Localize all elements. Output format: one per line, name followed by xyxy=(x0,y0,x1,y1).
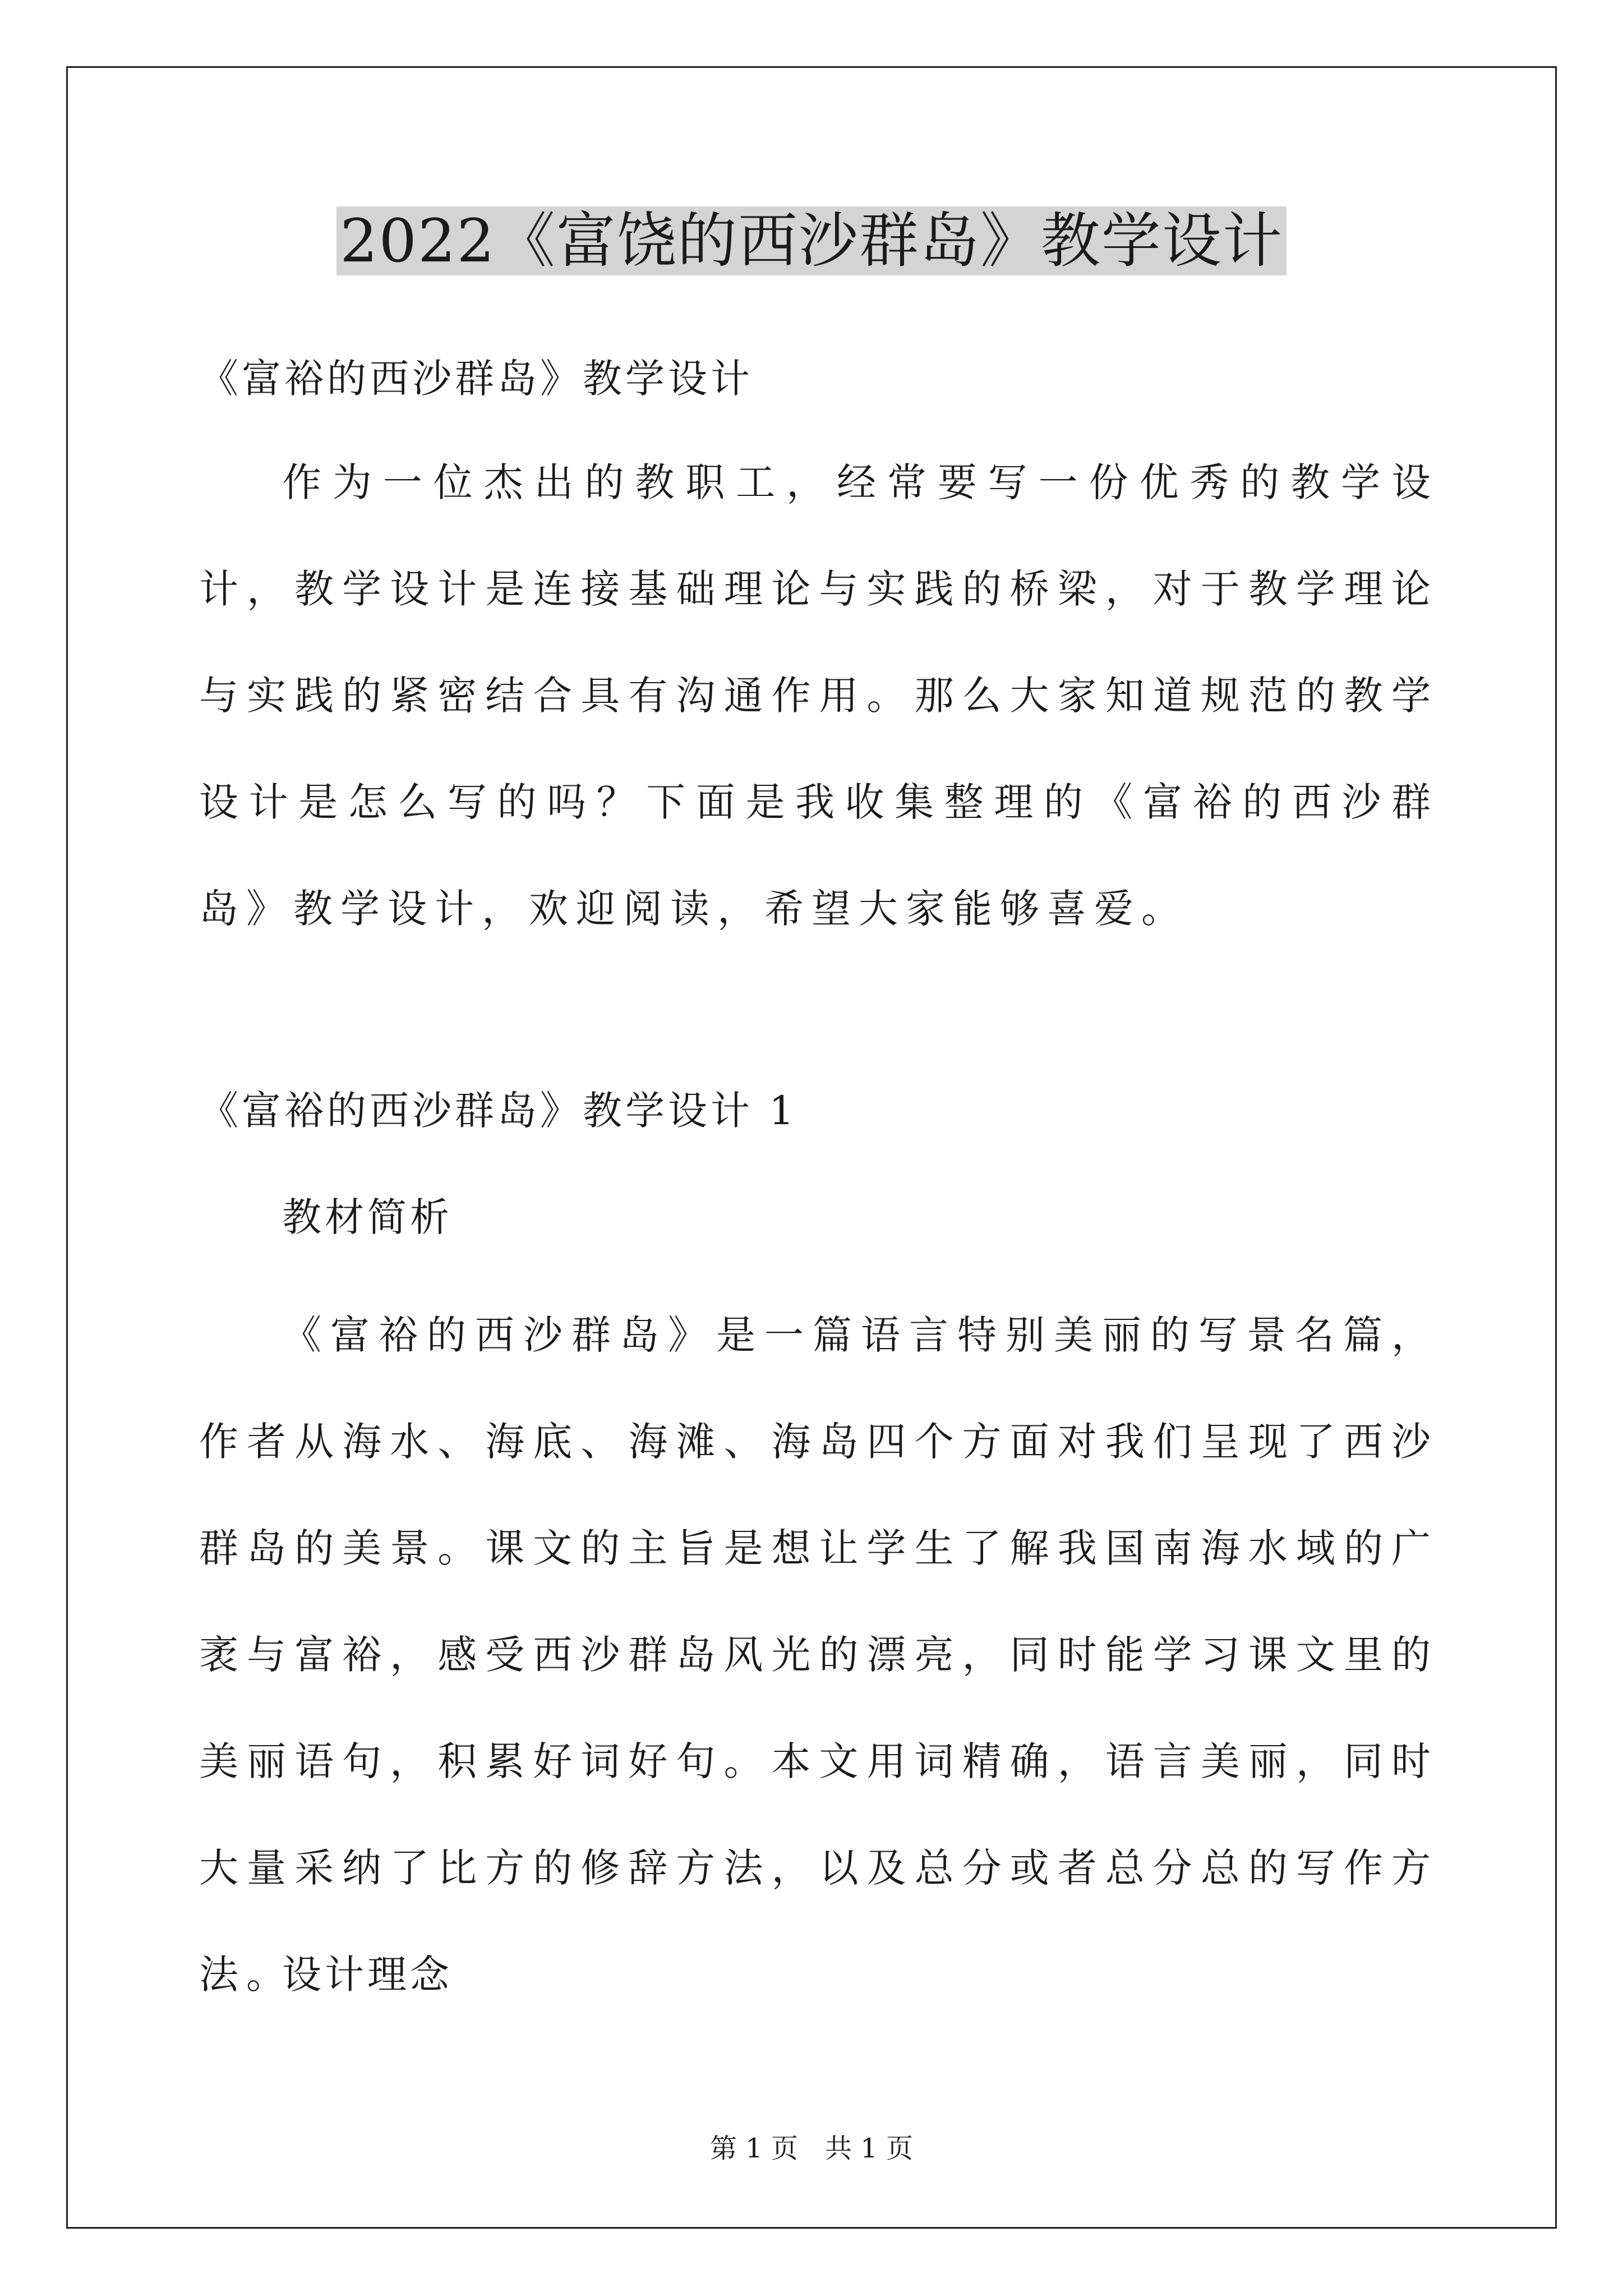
page-number: 第 1 页 共 1 页 xyxy=(709,2133,914,2164)
intro-paragraph: 作为一位杰出的教职工，经常要写一份优秀的教学设计，教学设计是连接基础理论与实践的桥梁，对于教学理论与实践的紧密结合具有沟通作用。那么大家知道规范的教学设计是怎么写的吗？下面是我收集整理的《富裕的西沙群岛》教学设计，欢迎阅读，希望大家能够喜爱。 xyxy=(199,459,1438,932)
section-heading: 《富裕的西沙群岛》教学设计 1 xyxy=(199,1088,797,1134)
subsection-heading-textbook-analysis: 教材简析 xyxy=(282,1194,453,1240)
document-title-text: 2022《富饶的西沙群岛》教学设计 xyxy=(336,206,1287,275)
document-title xyxy=(0,199,1623,283)
page-footer xyxy=(0,2132,1623,2165)
subsection-heading-design-concept: 设计理念 xyxy=(282,1952,453,1998)
textbook-analysis-paragraph: 《富裕的西沙群岛》是一篇语言特别美丽的写景名篇，作者从海水、海底、海滩、海岛四个方面对我们呈现了西沙群岛的美景。课文的主旨是想让学生了解我国南海水域的广袤与富裕，感受西沙群岛风光的漂亮，同时能学习课文里的美丽语句，积累好词好句。本文用词精确，语言美丽，同时大量采纳了比方的修辞方法，以及总分或者总分总的写作方法。 xyxy=(199,1312,1438,1998)
intro-heading: 《富裕的西沙群岛》教学设计 xyxy=(199,356,753,402)
